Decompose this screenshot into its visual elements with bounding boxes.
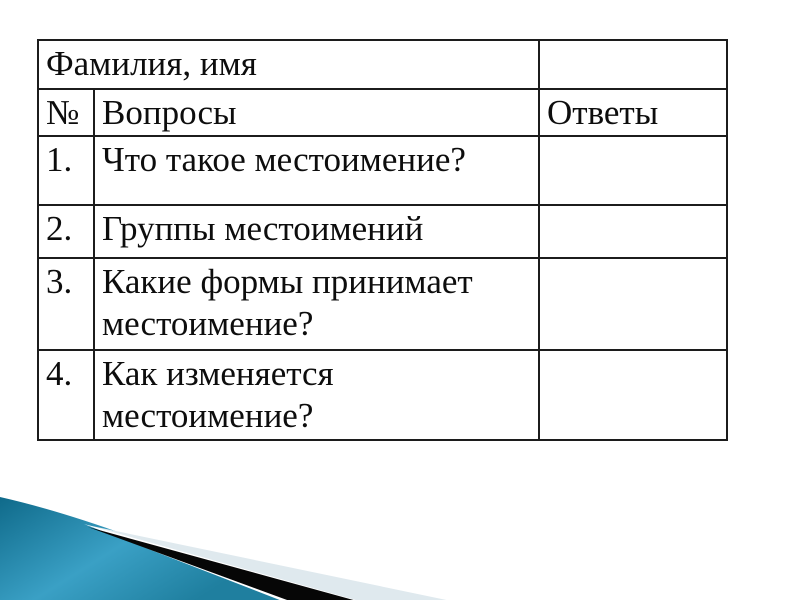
- table-row: [38, 205, 727, 258]
- name-row: [38, 40, 727, 89]
- header-answers: Ответы: [539, 89, 727, 136]
- row-number-cell: 1.: [38, 136, 94, 205]
- question-cell: Как изменяется местоимение?: [94, 350, 539, 440]
- row-number-cell: 3.: [38, 258, 94, 350]
- answer-cell: [539, 350, 727, 440]
- header-num: №: [38, 89, 94, 136]
- white-gap-stripe: [84, 524, 370, 600]
- name-answer-cell: [539, 40, 727, 89]
- question-cell: Какие формы принимает местоимение?: [94, 258, 539, 350]
- header-row: [38, 89, 727, 136]
- answer-cell: [539, 205, 727, 258]
- table-row: [38, 136, 727, 205]
- name-label-cell: Фамилия, имя: [38, 40, 539, 89]
- answer-cell: [539, 136, 727, 205]
- questions-table: [37, 39, 728, 441]
- row-number-cell: 2.: [38, 205, 94, 258]
- row-number-cell: 4.: [38, 350, 94, 440]
- table-row: [38, 350, 727, 440]
- pale-wedge: [87, 525, 480, 600]
- header-questions: Вопросы: [94, 89, 539, 136]
- black-stripe: [88, 527, 368, 600]
- table-row: [38, 258, 727, 350]
- teal-wedge: [0, 497, 284, 600]
- question-cell: Что такое местоимение?: [94, 136, 539, 205]
- question-cell: Группы местоимений: [94, 205, 539, 258]
- answer-cell: [539, 258, 727, 350]
- questions-table-container: [37, 39, 728, 441]
